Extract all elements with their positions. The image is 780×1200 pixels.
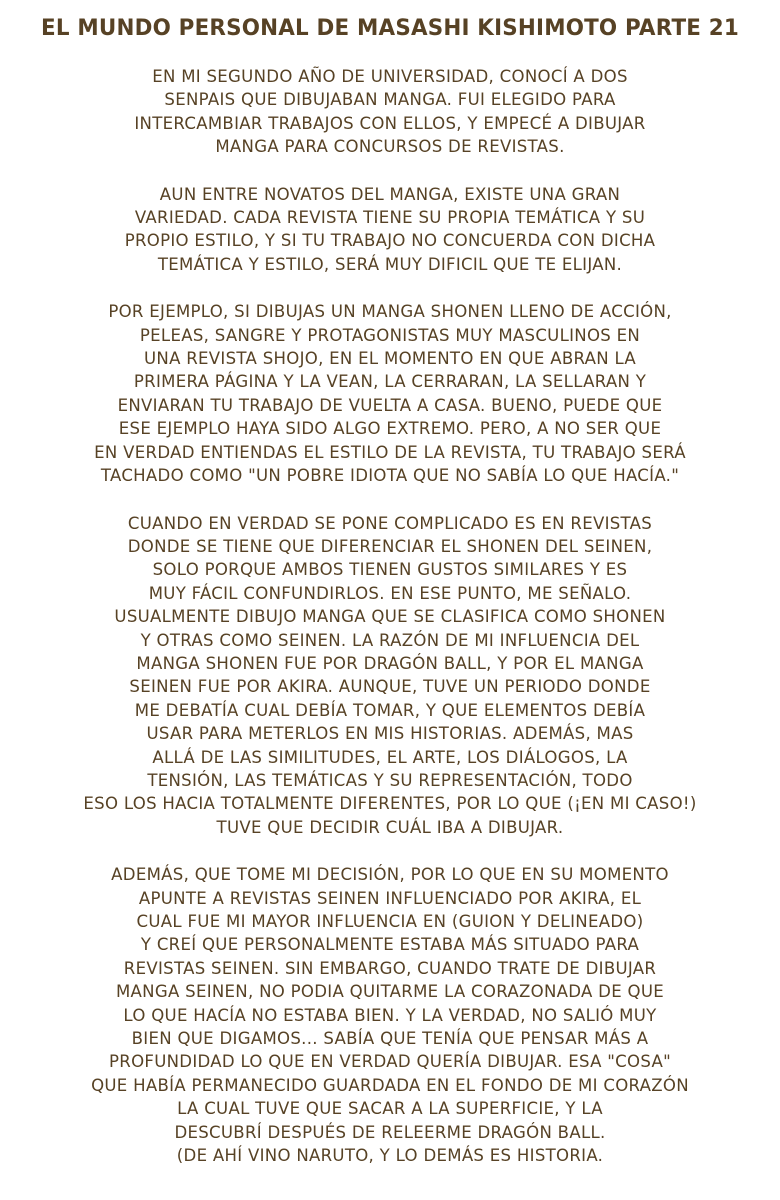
- text-line: BIEN QUE DIGAMOS... SABÍA QUE TENÍA QUE PENSAR MÁS A: [131, 1029, 649, 1050]
- text-line: PROFUNDIDAD LO QUE EN VERDAD QUERÍA DIBUJAR. ESA "COSA": [109, 1052, 671, 1073]
- text-line: ADEMÁS, QUE TOME MI DECISIÓN, POR LO QUE EN SU MOMENTO: [111, 865, 669, 886]
- text-line: VARIEDAD. CADA REVISTA TIENE SU PROPIA TEMÁTICA Y SU: [134, 208, 646, 229]
- text-line: LA CUAL TUVE QUE SACAR A LA SUPERFICIE, Y LA: [177, 1099, 603, 1120]
- text-line: PROPIO ESTILO, Y SI TU TRABAJO NO CONCUERDA CON DICHA: [124, 231, 656, 252]
- text-line: UNA REVISTA SHOJO, EN EL MOMENTO EN QUE ABRAN LA: [143, 349, 637, 370]
- text-line: EN MI SEGUNDO AÑO DE UNIVERSIDAD, CONOCÍ A DOS: [152, 67, 628, 87]
- text-line: PELEAS, SANGRE Y PROTAGONISTAS MUY MASCULINOS EN: [139, 325, 641, 346]
- text-line: QUE HABÍA PERMANECIDO GUARDADA EN EL FONDO DE MI CORAZÓN: [91, 1075, 689, 1096]
- text-line: (DE AHÍ VINO NARUTO, Y LO DEMÁS ES HISTORIA.: [176, 1146, 604, 1167]
- text-line: TACHADO COMO "UN POBRE IDIOTA QUE NO SABÍA LO QUE HACÍA.": [100, 466, 680, 487]
- text-line: PRIMERA PÁGINA Y LA VEAN, LA CERRARAN, LA SELLARAN Y: [133, 372, 647, 393]
- text-line: DESCUBRÍ DESPUÉS DE RELEERME DRAGÓN BALL.: [174, 1122, 606, 1143]
- text-line: LO QUE HACÍA NO ESTABA BIEN. Y LA VERDAD, NO SALIÓ MUY: [123, 1005, 657, 1026]
- text-line: AUN ENTRE NOVATOS DEL MANGA, EXISTE UNA GRAN: [159, 184, 621, 205]
- paragraph-3: [0, 301, 780, 488]
- paragraph-2: [0, 184, 780, 278]
- text-line: Y OTRAS COMO SEINEN. LA RAZÓN DE MI INFLUENCIA DEL: [140, 630, 640, 651]
- text-line: Y CREÍ QUE PERSONALMENTE ESTABA MÁS SITUADO PARA: [140, 935, 640, 956]
- paragraph-1: [0, 66, 780, 160]
- text-line: INTERCAMBIAR TRABAJOS CON ELLOS, Y EMPECÉ A DIBUJAR: [134, 113, 646, 134]
- text-line: USAR PARA METERLOS EN MIS HISTORIAS. ADEMÁS, MAS: [146, 724, 634, 745]
- text-line: TUVE QUE DECIDIR CUÁL IBA A DIBUJAR.: [216, 817, 564, 838]
- text-line: SENPAIS QUE DIBUJABAN MANGA. FUI ELEGIDO PARA: [164, 90, 616, 111]
- text-line: CUANDO EN VERDAD SE PONE COMPLICADO ES EN REVISTAS: [127, 513, 653, 534]
- text-line: TEMÁTICA Y ESTILO, SERÁ MUY DIFICIL QUE TE ELIJAN.: [157, 254, 623, 275]
- text-line: MANGA SEINEN, NO PODIA QUITARME LA CORAZONADA DE QUE: [115, 982, 665, 1003]
- text-line: MUY FÁCIL CONFUNDIRLOS. EN ESE PUNTO, ME SEÑALO.: [148, 583, 632, 604]
- text-line: ME DEBATÍA CUAL DEBÍA TOMAR, Y QUE ELEMENTOS DEBÍA: [134, 700, 646, 721]
- text-line: ENVIARAN TU TRABAJO DE VUELTA A CASA. BUENO, PUEDE QUE: [117, 395, 663, 416]
- text-line: USUALMENTE DIBUJO MANGA QUE SE CLASIFICA COMO SHONEN: [114, 607, 666, 628]
- text-line: EN VERDAD ENTIENDAS EL ESTILO DE LA REVISTA, TU TRABAJO SERÁ: [94, 442, 686, 463]
- text-line: CUAL FUE MI MAYOR INFLUENCIA EN (GUION Y DELINEADO): [136, 912, 644, 932]
- text-line: POR EJEMPLO, SI DIBUJAS UN MANGA SHONEN LLENO DE ACCIÓN,: [108, 302, 672, 323]
- text-line: REVISTAS SEINEN. SIN EMBARGO, CUANDO TRATE DE DIBUJAR: [123, 958, 657, 979]
- text-line: ESO LOS HACIA TOTALMENTE DIFERENTES, POR LO QUE (¡EN MI CASO!): [83, 794, 697, 815]
- text-line: MANGA PARA CONCURSOS DE REVISTAS.: [215, 137, 565, 158]
- paragraph-4: [0, 513, 780, 841]
- text-line: SEINEN FUE POR AKIRA. AUNQUE, TUVE UN PERIODO DONDE: [129, 677, 651, 698]
- text-line: SOLO PORQUE AMBOS TIENEN GUSTOS SIMILARES Y ES: [152, 560, 628, 581]
- text-line: ESE EJEMPLO HAYA SIDO ALGO EXTREMO. PERO, A NO SER QUE: [118, 419, 662, 440]
- text-line: TENSIÓN, LAS TEMÁTICAS Y SU REPRESENTACIÓN, TODO: [147, 770, 633, 791]
- paragraph-5: [0, 864, 780, 1168]
- text-line: APUNTE A REVISTAS SEINEN INFLUENCIADO POR AKIRA, EL: [138, 888, 642, 909]
- text-line: DONDE SE TIENE QUE DIFERENCIAR EL SHONEN DEL SEINEN,: [127, 536, 653, 557]
- text-line: MANGA SHONEN FUE POR DRAGÓN BALL, Y POR EL MANGA: [136, 653, 644, 674]
- text-line: ALLÁ DE LAS SIMILITUDES, EL ARTE, LOS DIÁLOGOS, LA: [152, 747, 628, 768]
- page-title: EL MUNDO PERSONAL DE MASASHI KISHIMOTO PARTE 21: [41, 16, 739, 41]
